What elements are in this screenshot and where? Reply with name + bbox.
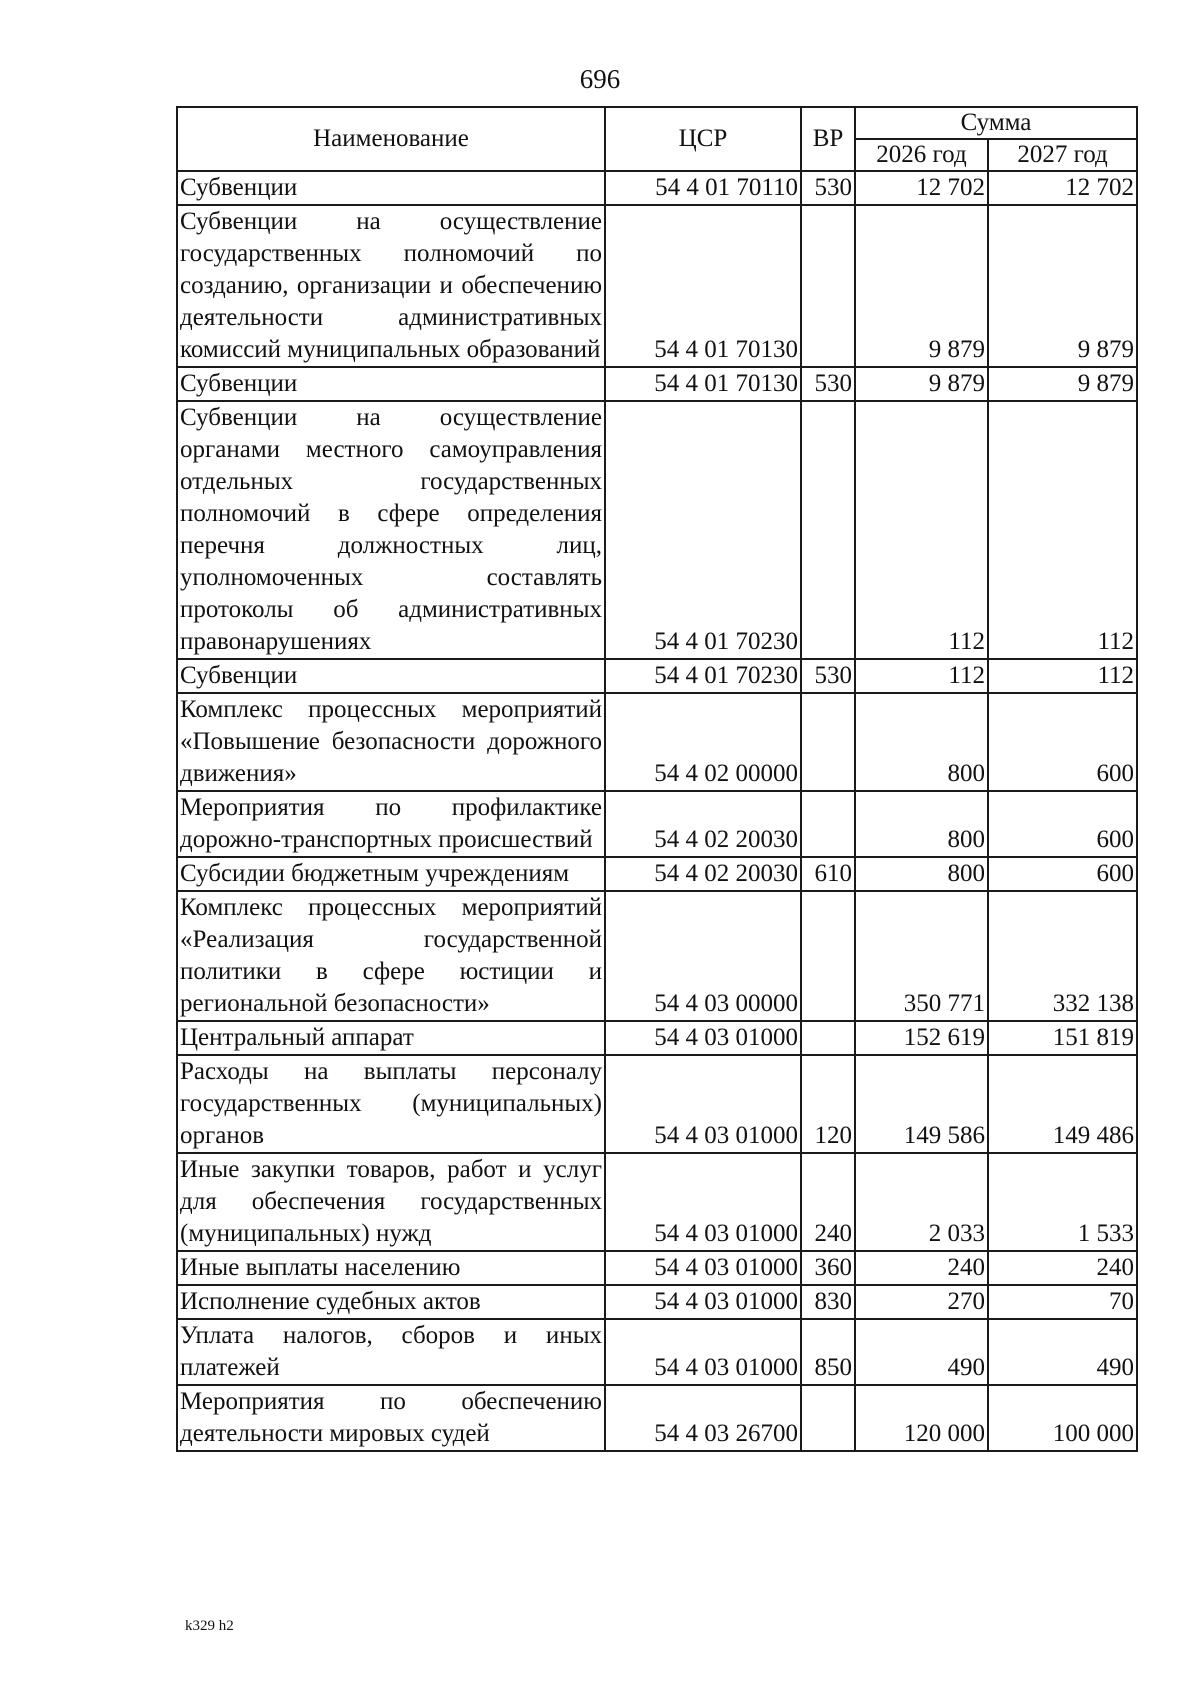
table-row <box>177 401 1137 659</box>
row-vr-cell <box>801 1021 855 1055</box>
row-vr-cell: 830 <box>801 1285 855 1319</box>
table-row <box>177 791 1137 857</box>
row-csr-cell: 54 4 01 70130 <box>605 367 801 401</box>
row-sum-2026-cell: 152 619 <box>855 1021 988 1055</box>
footer-code: k329 h2 <box>185 1618 234 1634</box>
row-vr-cell: 530 <box>801 659 855 693</box>
table-body <box>177 171 1137 1451</box>
row-name-cell: Комплекс процессных мероприятий «Повышение безопасности дорожного движения» <box>177 693 605 791</box>
row-csr-cell: 54 4 01 70110 <box>605 171 801 205</box>
row-sum-2027-cell: 112 <box>988 659 1137 693</box>
row-sum-2027-cell: 9 879 <box>988 205 1137 367</box>
row-sum-2026-cell: 800 <box>855 693 988 791</box>
row-sum-2027-cell: 1 533 <box>988 1153 1137 1251</box>
row-sum-2026-cell: 2 033 <box>855 1153 988 1251</box>
row-csr-cell: 54 4 03 01000 <box>605 1153 801 1251</box>
row-sum-2027-cell: 600 <box>988 693 1137 791</box>
row-sum-2027-cell: 70 <box>988 1285 1137 1319</box>
row-sum-2027-cell: 600 <box>988 791 1137 857</box>
row-vr-cell: 850 <box>801 1319 855 1385</box>
row-sum-2027-cell: 12 702 <box>988 171 1137 205</box>
row-vr-cell: 360 <box>801 1251 855 1285</box>
row-name-cell: Субвенции <box>177 171 605 205</box>
row-sum-2026-cell: 270 <box>855 1285 988 1319</box>
row-name-cell: Комплекс процессных мероприятий «Реализация государственной политики в сфере юстиции и региональной безопасности» <box>177 891 605 1021</box>
row-csr-cell: 54 4 03 01000 <box>605 1021 801 1055</box>
row-name-cell: Расходы на выплаты персоналу государственных (муниципальных) органов <box>177 1055 605 1153</box>
row-sum-2026-cell: 9 879 <box>855 205 988 367</box>
row-sum-2027-cell: 112 <box>988 401 1137 659</box>
row-sum-2027-cell: 100 000 <box>988 1385 1137 1451</box>
row-csr-cell: 54 4 03 01000 <box>605 1251 801 1285</box>
table-row <box>177 1021 1137 1055</box>
row-name-cell: Иные выплаты населению <box>177 1251 605 1285</box>
row-name-cell: Исполнение судебных актов <box>177 1285 605 1319</box>
row-vr-cell: 120 <box>801 1055 855 1153</box>
row-csr-cell: 54 4 03 01000 <box>605 1319 801 1385</box>
row-vr-cell: 530 <box>801 171 855 205</box>
table-header <box>177 107 1137 171</box>
row-vr-cell <box>801 891 855 1021</box>
row-name-cell: Мероприятия по профилактике дорожно-транспортных происшествий <box>177 791 605 857</box>
header-vr: ВР <box>801 107 855 171</box>
table-row <box>177 1385 1137 1451</box>
row-sum-2026-cell: 800 <box>855 857 988 891</box>
row-vr-cell <box>801 205 855 367</box>
row-vr-cell: 530 <box>801 367 855 401</box>
row-sum-2027-cell: 9 879 <box>988 367 1137 401</box>
table-row <box>177 857 1137 891</box>
row-name-cell: Центральный аппарат <box>177 1021 605 1055</box>
row-csr-cell: 54 4 01 70230 <box>605 401 801 659</box>
row-vr-cell <box>801 1385 855 1451</box>
row-sum-2026-cell: 800 <box>855 791 988 857</box>
header-year-2026: 2026 год <box>855 139 988 171</box>
table-row <box>177 659 1137 693</box>
row-vr-cell: 240 <box>801 1153 855 1251</box>
row-csr-cell: 54 4 02 20030 <box>605 791 801 857</box>
table-row <box>177 205 1137 367</box>
row-sum-2026-cell: 490 <box>855 1319 988 1385</box>
row-sum-2026-cell: 350 771 <box>855 891 988 1021</box>
row-vr-cell <box>801 693 855 791</box>
row-sum-2026-cell: 149 586 <box>855 1055 988 1153</box>
row-sum-2027-cell: 332 138 <box>988 891 1137 1021</box>
table-row <box>177 1285 1137 1319</box>
row-csr-cell: 54 4 01 70130 <box>605 205 801 367</box>
table-row <box>177 1319 1137 1385</box>
table-row <box>177 891 1137 1021</box>
row-sum-2027-cell: 149 486 <box>988 1055 1137 1153</box>
row-name-cell: Субвенции на осуществление органами местного самоуправления отдельных государственных полномочий в сфере определения перечня должностных лиц, уполномоченных составлять протоколы об административных правонарушениях <box>177 401 605 659</box>
table-row <box>177 1251 1137 1285</box>
row-sum-2027-cell: 600 <box>988 857 1137 891</box>
row-csr-cell: 54 4 01 70230 <box>605 659 801 693</box>
row-sum-2027-cell: 151 819 <box>988 1021 1137 1055</box>
budget-table <box>176 106 1138 1452</box>
table-row <box>177 171 1137 205</box>
row-name-cell: Иные закупки товаров, работ и услуг для обеспечения государственных (муниципальных) нужд <box>177 1153 605 1251</box>
table-row <box>177 1153 1137 1251</box>
row-vr-cell <box>801 791 855 857</box>
row-csr-cell: 54 4 03 00000 <box>605 891 801 1021</box>
row-sum-2027-cell: 490 <box>988 1319 1137 1385</box>
row-csr-cell: 54 4 03 26700 <box>605 1385 801 1451</box>
row-csr-cell: 54 4 03 01000 <box>605 1055 801 1153</box>
header-year-2027: 2027 год <box>988 139 1137 171</box>
row-sum-2026-cell: 112 <box>855 401 988 659</box>
page-number: 696 <box>579 64 621 94</box>
row-sum-2026-cell: 120 000 <box>855 1385 988 1451</box>
row-csr-cell: 54 4 02 00000 <box>605 693 801 791</box>
row-name-cell: Субвенции <box>177 367 605 401</box>
row-name-cell: Мероприятия по обеспечению деятельности мировых судей <box>177 1385 605 1451</box>
row-sum-2027-cell: 240 <box>988 1251 1137 1285</box>
row-name-cell: Субвенции <box>177 659 605 693</box>
row-sum-2026-cell: 112 <box>855 659 988 693</box>
row-csr-cell: 54 4 02 20030 <box>605 857 801 891</box>
table-row <box>177 367 1137 401</box>
table-row <box>177 693 1137 791</box>
row-sum-2026-cell: 240 <box>855 1251 988 1285</box>
table-row <box>177 1055 1137 1153</box>
header-name: Наименование <box>177 107 605 171</box>
row-vr-cell <box>801 401 855 659</box>
row-sum-2026-cell: 12 702 <box>855 171 988 205</box>
row-name-cell: Субсидии бюджетным учреждениям <box>177 857 605 891</box>
row-name-cell: Уплата налогов, сборов и иных платежей <box>177 1319 605 1385</box>
header-csr: ЦСР <box>605 107 801 171</box>
row-sum-2026-cell: 9 879 <box>855 367 988 401</box>
header-sum: Сумма <box>855 107 1137 139</box>
row-csr-cell: 54 4 03 01000 <box>605 1285 801 1319</box>
row-name-cell: Субвенции на осуществление государственных полномочий по созданию, организации и обеспечению деятельности административных комиссий муниципальных образований <box>177 205 605 367</box>
row-vr-cell: 610 <box>801 857 855 891</box>
